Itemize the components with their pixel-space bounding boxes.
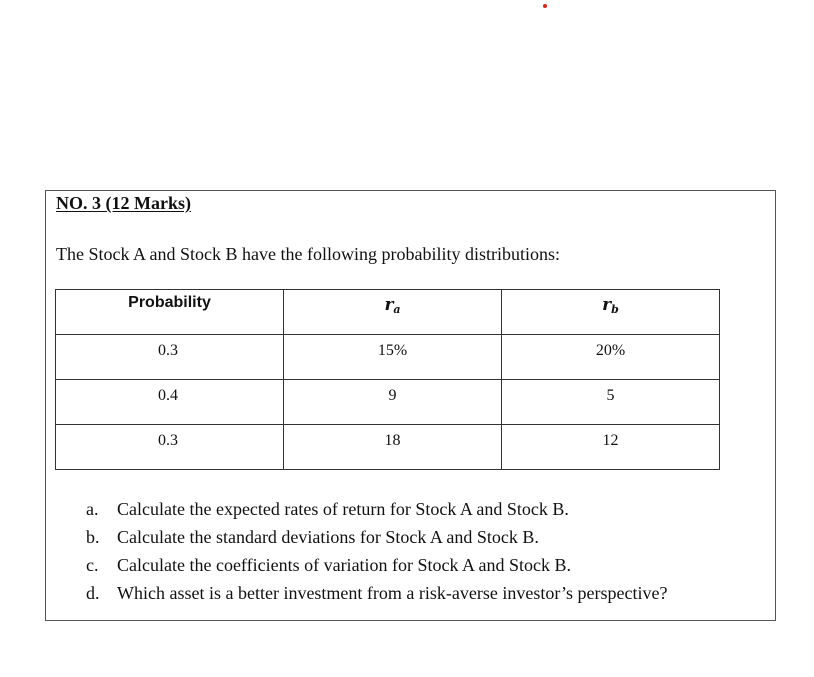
item-marker: a.	[86, 499, 99, 519]
item-marker: d.	[86, 583, 100, 603]
table-row	[56, 380, 720, 425]
table-header-row	[56, 290, 720, 335]
cell-probability: 0.3	[56, 425, 284, 470]
cell-ra: 18	[284, 425, 502, 470]
cell-probability: 0.4	[56, 380, 284, 425]
rb-symbol: $r_b$	[602, 295, 619, 316]
item-marker: b.	[86, 527, 100, 547]
cell-ra: 9	[284, 380, 502, 425]
item-marker: c.	[86, 555, 99, 575]
probability-distribution-table	[55, 289, 720, 470]
ra-symbol: $r_a$	[384, 295, 401, 316]
cell-rb: 20%	[502, 335, 720, 380]
item-text: Calculate the standard deviations for Stock A and Stock B.	[117, 527, 539, 547]
item-text: Which asset is a better investment from a risk-averse investor’s perspective?	[117, 583, 668, 603]
question-list	[86, 497, 667, 609]
table-row	[56, 425, 720, 470]
header-ra	[284, 290, 502, 335]
red-marker-dot	[543, 4, 547, 8]
question-heading: NO. 3 (12 Marks)	[56, 193, 191, 213]
cell-rb: 5	[502, 380, 720, 425]
list-item	[86, 581, 667, 609]
item-text: Calculate the coefficients of variation for Stock A and Stock B.	[117, 555, 572, 575]
cell-ra: 15%	[284, 335, 502, 380]
intro-text: The Stock A and Stock B have the following probability distributions:	[56, 244, 560, 264]
list-item	[86, 497, 667, 525]
header-probability: Probability	[56, 290, 284, 335]
item-text: Calculate the expected rates of return for Stock A and Stock B.	[117, 499, 569, 519]
cell-rb: 12	[502, 425, 720, 470]
header-rb	[502, 290, 720, 335]
table-row	[56, 335, 720, 380]
list-item	[86, 525, 667, 553]
list-item	[86, 553, 667, 581]
cell-probability: 0.3	[56, 335, 284, 380]
